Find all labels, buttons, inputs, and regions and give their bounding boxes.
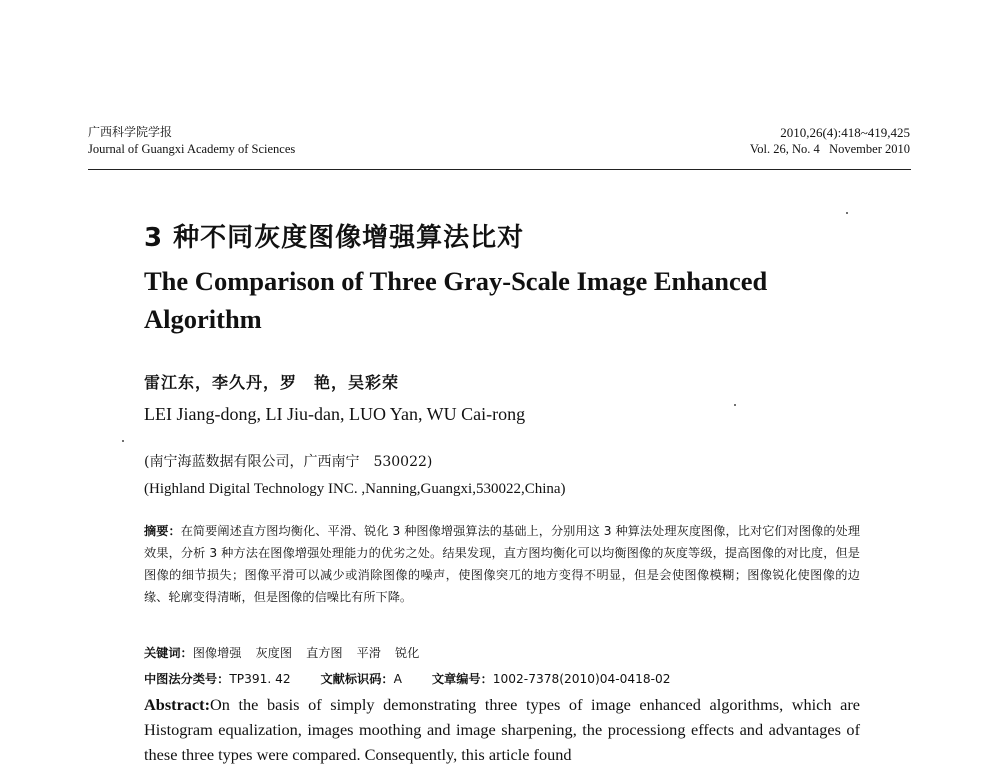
paper-title-zh: 3 种不同灰度图像增强算法比对 bbox=[144, 223, 525, 253]
abstract-zh bbox=[144, 520, 860, 608]
abstract-en bbox=[144, 692, 860, 767]
keywords-label: 关键词： bbox=[144, 646, 193, 660]
journal-name-block bbox=[88, 124, 295, 158]
article-no-value: 1002-7378(2010)04-0418-02 bbox=[492, 672, 671, 686]
article-number bbox=[432, 672, 671, 686]
abstract-en-label: Abstract: bbox=[144, 695, 211, 714]
authors-zh: 雷江东，李久丹，罗 艳，吴彩荣 bbox=[144, 373, 400, 392]
journal-citation: 2010,26(4):418~419,425 bbox=[780, 125, 910, 140]
keyword-item: 图像增强 bbox=[192, 646, 242, 660]
keywords bbox=[144, 643, 433, 663]
journal-citation-block bbox=[750, 124, 910, 158]
affiliation-en: (Highland Digital Technology INC. ,Nanning,Guangxi,530022,China) bbox=[144, 481, 566, 497]
paper-title-en: The Comparison of Three Gray-Scale Image Enhanced Algorithm bbox=[144, 266, 768, 334]
header-rule bbox=[88, 169, 911, 170]
authors-en: LEI Jiang-dong, LI Jiu-dan, LUO Yan, WU Cai-rong bbox=[144, 404, 526, 424]
abstract-zh-label: 摘要： bbox=[144, 524, 181, 538]
journal-issue: Vol. 26, No. 4 November 2010 bbox=[749, 142, 910, 156]
affiliation-zh: (南宁海蓝数据有限公司，广西南宁 530022) bbox=[144, 454, 433, 470]
journal-name-en: Journal of Guangxi Academy of Sciences bbox=[88, 142, 296, 156]
article-no-label: 文章编号： bbox=[431, 672, 493, 686]
doc-code-value: A bbox=[393, 672, 402, 686]
scan-speck bbox=[846, 212, 848, 214]
scan-speck bbox=[734, 404, 736, 406]
abstract-zh-text: 在简要阐述直方图均衡化、平滑、锐化 3 种图像增强算法的基础上，分别用这 3 种算法处理灰度图像，比对它们对图像的处理效果，分析 3 种方法在图像增强处理能力的优劣之处。结果发现，直方图均衡化可以均衡图像的灰度等级，提高图像的对比度，但是图像的细节损失；图像平滑可以减少或消除图像的噪声，使图像突兀的地方变得不明显，但是会使图像模糊；图像锐化使图像的边缘、轮廓变得清晰，但是图像的信噪比有所下降。 bbox=[144, 524, 861, 604]
classification-line bbox=[144, 669, 697, 689]
clc-number bbox=[144, 672, 291, 686]
clc-label: 中图法分类号： bbox=[144, 672, 230, 686]
journal-header bbox=[88, 124, 910, 172]
document-code bbox=[321, 672, 402, 686]
doc-code-label: 文献标识码： bbox=[320, 672, 394, 686]
clc-value: TP391. 42 bbox=[229, 672, 291, 686]
keyword-item: 直方图 bbox=[306, 646, 343, 660]
keyword-item: 锐化 bbox=[395, 646, 420, 660]
keyword-item: 平滑 bbox=[356, 646, 381, 660]
abstract-en-text: On the basis of simply demonstrating three types of image enhanced algorithms, which are Histogram equalization, images moothing and image sharpening, the processiong effects and advantages of these three types were compared. Consequently, this article found bbox=[144, 695, 860, 764]
scan-speck bbox=[122, 440, 124, 442]
journal-name-zh: 广西科学院学报 bbox=[88, 125, 173, 139]
keyword-item: 灰度图 bbox=[255, 646, 293, 660]
